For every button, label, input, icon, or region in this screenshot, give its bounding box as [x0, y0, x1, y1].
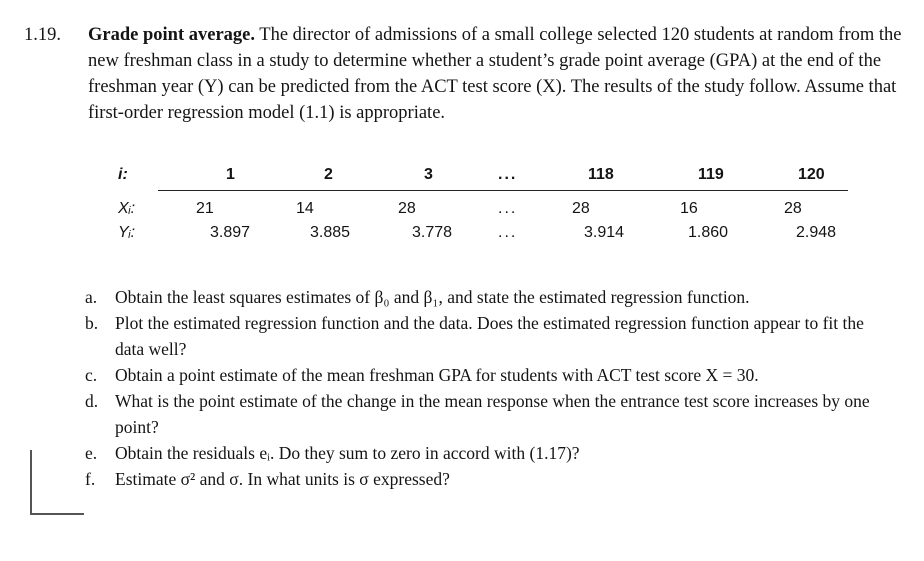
part-letter: d.	[85, 391, 99, 411]
table-header-cell: 120	[798, 166, 825, 183]
part-text: What is the point estimate of the change in the mean response when the entrance test score increases by one point?	[115, 391, 870, 437]
y-value: 3.897	[210, 224, 251, 241]
y-value: ...	[498, 224, 518, 241]
part-letter: c.	[85, 365, 98, 385]
y-value: 2.948	[796, 224, 837, 241]
x-value: 28	[784, 200, 802, 217]
part-text: Obtain the residuals eᵢ. Do they sum to zero in accord with (1.17)?	[115, 443, 580, 463]
table-header-cell: 1	[226, 166, 235, 183]
part-a	[85, 284, 895, 310]
part-b	[85, 310, 895, 362]
margin-bracket-vertical	[30, 450, 32, 514]
table-header-cell: 118	[588, 166, 614, 183]
table-row-y	[118, 222, 848, 246]
part-letter: a.	[85, 287, 98, 307]
question-parts	[85, 284, 895, 492]
y-value: 3.885	[310, 224, 351, 241]
part-c	[85, 362, 895, 388]
part-d	[85, 388, 895, 440]
part-text: Obtain a point estimate of the mean freshman GPA for students with ACT test score X = 30.	[115, 365, 759, 385]
table-row-x	[118, 198, 848, 222]
table-header-cell: 2	[324, 166, 333, 183]
y-value: 3.914	[584, 224, 625, 241]
data-table	[118, 164, 848, 246]
x-value: 28	[398, 200, 416, 217]
x-value: ...	[498, 200, 518, 217]
part-e	[85, 440, 895, 466]
row-label-i: i:	[118, 166, 128, 183]
row-label-y: Yᵢ:	[118, 224, 136, 241]
table-header-cell: 119	[698, 166, 724, 183]
problem-title: Grade point average.	[88, 25, 255, 45]
x-value: 16	[680, 200, 698, 217]
x-value: 21	[196, 200, 214, 217]
row-label-x: Xᵢ:	[118, 200, 136, 217]
problem-statement	[88, 22, 904, 126]
margin-bracket-horizontal	[30, 513, 84, 515]
table-header-row	[118, 164, 848, 192]
table-header-cell: ...	[498, 166, 518, 183]
problem-header	[24, 22, 904, 126]
part-letter: f.	[85, 469, 96, 489]
part-letter: b.	[85, 313, 99, 333]
header-rule	[158, 190, 848, 191]
part-text: Plot the estimated regression function and the data. Does the estimated regression function appear to fit the data well?	[115, 313, 864, 359]
x-value: 28	[572, 200, 590, 217]
x-value: 14	[296, 200, 314, 217]
problem-number: 1.19.	[24, 25, 61, 45]
y-value: 3.778	[412, 224, 453, 241]
problem-block	[24, 22, 904, 126]
problem-intro: The director of admissions of a small college selected 120 students at random from the new freshman class in a study to determine whether a student’s grade point average (GPA) at the end of the freshman year (Y) can be predicted from the ACT test score (X). The results of the study follow. Assume that first-order regression model (1.1) is appropriate.	[88, 25, 902, 123]
part-f	[85, 466, 895, 492]
part-text: Estimate σ² and σ. In what units is σ expressed?	[115, 469, 450, 489]
y-value: 1.860	[688, 224, 729, 241]
table-header-cell: 3	[424, 166, 433, 183]
part-text: Obtain the least squares estimates of β₀ and β₁, and state the estimated regression function.	[115, 287, 750, 307]
part-letter: e.	[85, 443, 98, 463]
